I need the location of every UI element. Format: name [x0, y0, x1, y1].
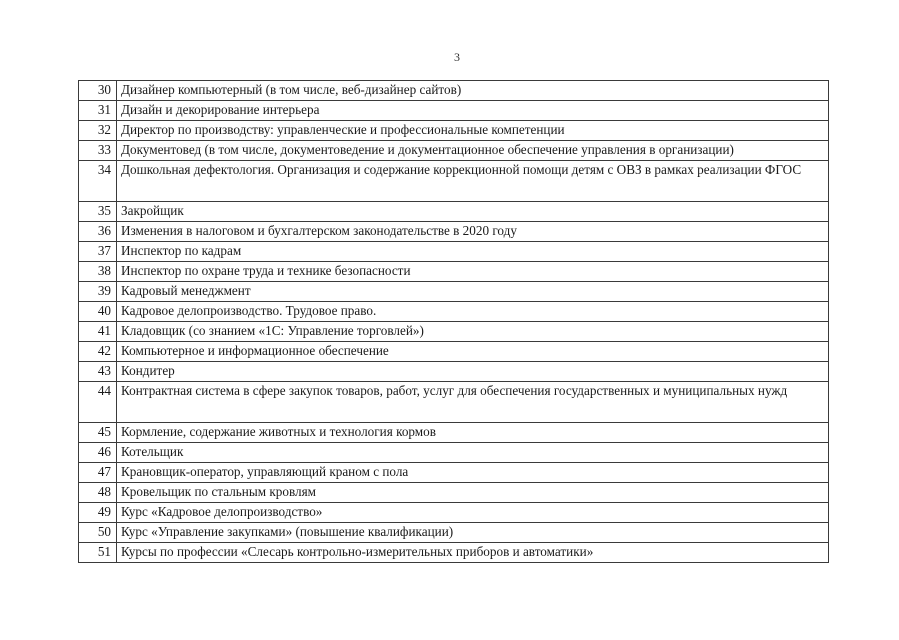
- table-row: [79, 423, 829, 443]
- row-title: Компьютерное и информационное обеспечение: [117, 342, 829, 362]
- table-row: [79, 342, 829, 362]
- row-title: Инспектор по кадрам: [117, 242, 829, 262]
- row-title: Кадровое делопроизводство. Трудовое право.: [117, 302, 829, 322]
- row-title: Директор по производству: управленческие и профессиональные компетенции: [117, 121, 829, 141]
- table-row: [79, 161, 829, 202]
- row-title: Котельщик: [117, 443, 829, 463]
- row-number: 33: [79, 141, 117, 161]
- row-title: Инспектор по охране труда и технике безопасности: [117, 262, 829, 282]
- row-title: Контрактная система в сфере закупок товаров, работ, услуг для обеспечения государственных и муниципальных нужд: [117, 382, 829, 423]
- row-number: 39: [79, 282, 117, 302]
- table-row: [79, 242, 829, 262]
- row-number: 31: [79, 101, 117, 121]
- row-title: Крановщик-оператор, управляющий краном с пола: [117, 463, 829, 483]
- row-title: Курс «Кадровое делопроизводство»: [117, 503, 829, 523]
- row-number: 38: [79, 262, 117, 282]
- row-number: 44: [79, 382, 117, 423]
- row-number: 34: [79, 161, 117, 202]
- row-title: Дошкольная дефектология. Организация и содержание коррекционной помощи детям с ОВЗ в рамках реализации ФГОС: [117, 161, 829, 202]
- table-row: [79, 523, 829, 543]
- row-number: 50: [79, 523, 117, 543]
- row-number: 36: [79, 222, 117, 242]
- row-title: Кладовщик (со знанием «1С: Управление торговлей»): [117, 322, 829, 342]
- table-row: [79, 302, 829, 322]
- table-row: [79, 543, 829, 563]
- row-number: 49: [79, 503, 117, 523]
- table-row: [79, 121, 829, 141]
- table-row: [79, 81, 829, 101]
- row-number: 41: [79, 322, 117, 342]
- row-title: Кровельщик по стальным кровлям: [117, 483, 829, 503]
- page-number: 3: [454, 50, 460, 64]
- row-number: 46: [79, 443, 117, 463]
- table-row: [79, 282, 829, 302]
- row-number: 30: [79, 81, 117, 101]
- row-number: 51: [79, 543, 117, 563]
- row-number: 37: [79, 242, 117, 262]
- row-number: 43: [79, 362, 117, 382]
- row-number: 48: [79, 483, 117, 503]
- row-number: 47: [79, 463, 117, 483]
- table-row: [79, 503, 829, 523]
- row-title: Изменения в налоговом и бухгалтерском законодательстве в 2020 году: [117, 222, 829, 242]
- row-title: Кондитер: [117, 362, 829, 382]
- row-title: Дизайн и декорирование интерьера: [117, 101, 829, 121]
- table-row: [79, 322, 829, 342]
- table-row: [79, 202, 829, 222]
- row-number: 45: [79, 423, 117, 443]
- row-title: Курс «Управление закупками» (повышение квалификации): [117, 523, 829, 543]
- row-number: 32: [79, 121, 117, 141]
- table-row: [79, 141, 829, 161]
- table-row: [79, 101, 829, 121]
- row-title: Кормление, содержание животных и технология кормов: [117, 423, 829, 443]
- table-row: [79, 262, 829, 282]
- table-row: [79, 463, 829, 483]
- row-title: Дизайнер компьютерный (в том числе, веб-дизайнер сайтов): [117, 81, 829, 101]
- row-number: 40: [79, 302, 117, 322]
- row-title: Документовед (в том числе, документоведение и документационное обеспечение управления в организации): [117, 141, 829, 161]
- row-number: 35: [79, 202, 117, 222]
- table-row: [79, 382, 829, 423]
- table-row: [79, 443, 829, 463]
- courses-table: [78, 80, 829, 563]
- table-row: [79, 483, 829, 503]
- row-title: Кадровый менеджмент: [117, 282, 829, 302]
- row-number: 42: [79, 342, 117, 362]
- row-title: Закройщик: [117, 202, 829, 222]
- table-row: [79, 222, 829, 242]
- table-row: [79, 362, 829, 382]
- courses-table-body: [79, 81, 829, 563]
- row-title: Курсы по профессии «Слесарь контрольно-измерительных приборов и автоматики»: [117, 543, 829, 563]
